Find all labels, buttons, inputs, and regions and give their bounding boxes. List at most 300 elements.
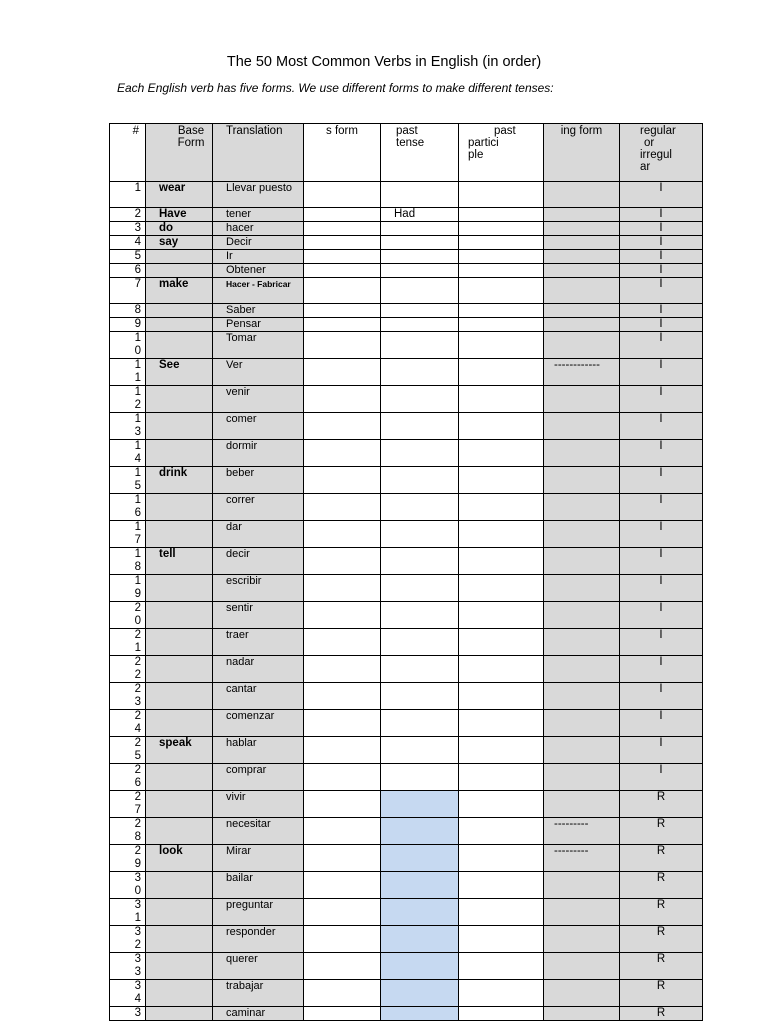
- cell-regular: [620, 872, 703, 899]
- cell-num-text: 13: [134, 413, 141, 438]
- cell-ing-form: [544, 222, 620, 236]
- cell-num: [110, 332, 146, 359]
- cell-past-participle: [459, 1007, 544, 1021]
- cell-base-form-text: make: [159, 278, 189, 290]
- cell-past-participle: [459, 494, 544, 521]
- cell-regular-text: I: [659, 182, 663, 194]
- cell-base-form: [146, 182, 213, 208]
- cell-regular: [620, 413, 703, 440]
- cell-num: [110, 872, 146, 899]
- cell-translation: [213, 656, 304, 683]
- page-subtitle: Each English verb has five forms. We use different forms to make different tenses:: [117, 81, 554, 95]
- cell-num: [110, 440, 146, 467]
- cell-translation: [213, 791, 304, 818]
- table-row: [110, 845, 703, 872]
- cell-base-form-text: drink: [159, 467, 188, 479]
- cell-translation: [213, 318, 304, 332]
- table-row: [110, 899, 703, 926]
- cell-base-form: [146, 521, 213, 548]
- cell-past-tense: [381, 182, 459, 208]
- cell-translation: [213, 926, 304, 953]
- cell-past-participle: [459, 899, 544, 926]
- cell-regular-text: I: [659, 656, 663, 668]
- cell-past-tense: [381, 548, 459, 575]
- cell-past-tense: [381, 602, 459, 629]
- cell-past-tense: [381, 304, 459, 318]
- cell-regular-text: R: [656, 818, 666, 830]
- cell-regular-text: R: [656, 872, 666, 884]
- cell-regular: [620, 683, 703, 710]
- cell-num: [110, 548, 146, 575]
- cell-translation-text: sentir: [226, 602, 253, 614]
- cell-translation-text: querer: [226, 953, 258, 965]
- cell-regular: [620, 264, 703, 278]
- table-row: [110, 318, 703, 332]
- cell-num: [110, 236, 146, 250]
- cell-num-text: 21: [134, 629, 141, 654]
- cell-translation: [213, 467, 304, 494]
- cell-num-text: 9: [134, 318, 141, 330]
- cell-translation-text: bailar: [226, 872, 253, 884]
- cell-past-participle: [459, 764, 544, 791]
- cell-translation: [213, 222, 304, 236]
- cell-translation: [213, 629, 304, 656]
- cell-base-form-text: do: [159, 222, 174, 234]
- cell-base-form-text: wear: [159, 182, 186, 194]
- cell-translation: [213, 182, 304, 208]
- header-ing-form: ing form: [544, 124, 620, 182]
- table-row: [110, 764, 703, 791]
- cell-num-text: 17: [134, 521, 141, 546]
- cell-ing-form: [544, 629, 620, 656]
- cell-s-form: [304, 332, 381, 359]
- page-title: The 50 Most Common Verbs in English (in order): [226, 54, 542, 70]
- header-s-form: s form: [304, 124, 381, 182]
- cell-base-form-text: speak: [159, 737, 192, 749]
- cell-ing-form: [544, 278, 620, 304]
- cell-translation: [213, 872, 304, 899]
- cell-ing-form: [544, 872, 620, 899]
- cell-past-tense: [381, 818, 459, 845]
- cell-translation-text: comenzar: [226, 710, 275, 722]
- cell-num: [110, 494, 146, 521]
- table-row: [110, 656, 703, 683]
- cell-regular: [620, 899, 703, 926]
- cell-translation-text: venir: [226, 386, 250, 398]
- cell-num-text: 23: [134, 683, 141, 708]
- cell-translation-text: hacer: [226, 222, 254, 234]
- cell-ing-form-text: ------------: [554, 359, 600, 371]
- cell-regular-text: I: [659, 494, 663, 506]
- header-regular-irregular: regular or irregul ar: [620, 124, 703, 182]
- cell-num: [110, 818, 146, 845]
- cell-base-form: [146, 872, 213, 899]
- cell-past-participle: [459, 318, 544, 332]
- cell-regular: [620, 250, 703, 264]
- cell-base-form: [146, 250, 213, 264]
- cell-s-form: [304, 764, 381, 791]
- cell-regular: [620, 953, 703, 980]
- cell-translation-text: traer: [226, 629, 249, 641]
- cell-translation: [213, 845, 304, 872]
- cell-base-form: [146, 386, 213, 413]
- cell-past-tense: [381, 872, 459, 899]
- cell-past-tense: [381, 222, 459, 236]
- cell-regular-text: I: [659, 208, 663, 220]
- cell-ing-form: [544, 710, 620, 737]
- cell-translation-text: hablar: [226, 737, 257, 749]
- cell-translation-text: Obtener: [226, 264, 266, 276]
- cell-num: [110, 521, 146, 548]
- cell-past-tense: [381, 845, 459, 872]
- cell-past-participle: [459, 440, 544, 467]
- cell-regular-text: I: [659, 548, 663, 560]
- cell-translation: [213, 250, 304, 264]
- cell-ing-form: [544, 683, 620, 710]
- cell-num-text: 5: [134, 250, 141, 262]
- cell-base-form: [146, 318, 213, 332]
- cell-base-form-text: say: [159, 236, 179, 248]
- cell-translation-text: Tomar: [226, 332, 257, 344]
- cell-num-text: 18: [134, 548, 141, 573]
- cell-past-participle: [459, 278, 544, 304]
- cell-base-form: [146, 629, 213, 656]
- cell-past-tense: [381, 1007, 459, 1021]
- cell-num-text: 27: [134, 791, 141, 816]
- cell-regular-text: I: [659, 629, 663, 641]
- cell-base-form: [146, 1007, 213, 1021]
- cell-s-form: [304, 737, 381, 764]
- cell-translation-text: responder: [226, 926, 276, 938]
- cell-ing-form: [544, 818, 620, 845]
- table-row: [110, 791, 703, 818]
- cell-regular: [620, 222, 703, 236]
- cell-num-text: 19: [134, 575, 141, 600]
- cell-translation-text: Ver: [226, 359, 243, 371]
- cell-past-tense: [381, 236, 459, 250]
- header-base-form: Base Form: [146, 124, 213, 182]
- table-header: [110, 124, 703, 182]
- cell-translation: [213, 359, 304, 386]
- cell-translation-text: Saber: [226, 304, 256, 316]
- cell-translation-text: Pensar: [226, 318, 261, 330]
- cell-num-text: 1: [134, 182, 141, 194]
- cell-past-participle: [459, 182, 544, 208]
- cell-past-tense: [381, 683, 459, 710]
- header-num: #: [110, 124, 146, 182]
- cell-past-tense: [381, 440, 459, 467]
- cell-regular-text: I: [659, 264, 663, 276]
- cell-past-participle: [459, 304, 544, 318]
- table-row: [110, 926, 703, 953]
- cell-s-form: [304, 208, 381, 222]
- cell-s-form: [304, 222, 381, 236]
- cell-past-tense: [381, 521, 459, 548]
- cell-past-tense: [381, 278, 459, 304]
- cell-num: [110, 264, 146, 278]
- cell-past-tense: [381, 953, 459, 980]
- cell-translation: [213, 764, 304, 791]
- cell-translation-text: Mirar: [226, 845, 252, 857]
- cell-num-text: 26: [134, 764, 141, 789]
- cell-s-form: [304, 264, 381, 278]
- cell-regular-text: R: [656, 845, 666, 857]
- cell-past-tense: [381, 737, 459, 764]
- table-row: [110, 683, 703, 710]
- cell-num-text: 8: [134, 304, 141, 316]
- cell-regular-text: I: [659, 278, 663, 290]
- cell-num: [110, 710, 146, 737]
- cell-num-text: 4: [134, 236, 141, 248]
- cell-base-form: [146, 413, 213, 440]
- cell-ing-form: [544, 182, 620, 208]
- table-row: [110, 953, 703, 980]
- cell-past-tense: [381, 386, 459, 413]
- cell-regular: [620, 926, 703, 953]
- cell-num-text: 15: [134, 467, 141, 492]
- cell-translation-text: Llevar puesto: [226, 182, 293, 194]
- cell-base-form: [146, 683, 213, 710]
- cell-regular: [620, 1007, 703, 1021]
- cell-base-form: [146, 818, 213, 845]
- cell-base-form: [146, 208, 213, 222]
- cell-num: [110, 899, 146, 926]
- cell-num: [110, 250, 146, 264]
- cell-ing-form: [544, 440, 620, 467]
- cell-past-tense-text: Had: [394, 208, 416, 220]
- cell-regular-text: I: [659, 602, 663, 614]
- cell-num: [110, 845, 146, 872]
- cell-s-form: [304, 926, 381, 953]
- cell-past-participle: [459, 250, 544, 264]
- cell-regular: [620, 710, 703, 737]
- cell-regular: [620, 818, 703, 845]
- cell-base-form: [146, 278, 213, 304]
- cell-translation-text: dar: [226, 521, 242, 533]
- cell-s-form: [304, 602, 381, 629]
- cell-regular: [620, 236, 703, 250]
- cell-num: [110, 656, 146, 683]
- cell-past-participle: [459, 980, 544, 1007]
- cell-past-tense: [381, 791, 459, 818]
- cell-ing-form: [544, 467, 620, 494]
- cell-base-form: [146, 548, 213, 575]
- table-row: [110, 304, 703, 318]
- cell-num-text: 20: [134, 602, 141, 627]
- cell-base-form: [146, 764, 213, 791]
- cell-num: [110, 926, 146, 953]
- cell-regular-text: I: [659, 359, 663, 371]
- cell-s-form: [304, 521, 381, 548]
- cell-ing-form: [544, 548, 620, 575]
- cell-num-text: 30: [134, 872, 141, 897]
- cell-past-participle: [459, 791, 544, 818]
- cell-num-text: 31: [134, 899, 141, 924]
- cell-past-tense: [381, 467, 459, 494]
- cell-past-participle: [459, 656, 544, 683]
- cell-past-tense: [381, 899, 459, 926]
- cell-translation-text: preguntar: [226, 899, 274, 911]
- cell-translation: [213, 980, 304, 1007]
- cell-translation: [213, 953, 304, 980]
- cell-ing-form: [544, 413, 620, 440]
- cell-translation-text: trabajar: [226, 980, 264, 992]
- cell-past-participle: [459, 845, 544, 872]
- cell-regular: [620, 791, 703, 818]
- cell-base-form: [146, 926, 213, 953]
- table-row: [110, 264, 703, 278]
- cell-past-participle: [459, 602, 544, 629]
- cell-s-form: [304, 440, 381, 467]
- cell-past-participle: [459, 737, 544, 764]
- cell-regular: [620, 845, 703, 872]
- cell-s-form: [304, 845, 381, 872]
- cell-past-participle: [459, 548, 544, 575]
- cell-s-form: [304, 683, 381, 710]
- cell-ing-form: [544, 764, 620, 791]
- cell-num: [110, 953, 146, 980]
- cell-num: [110, 182, 146, 208]
- cell-regular-text: I: [659, 575, 663, 587]
- cell-past-tense: [381, 764, 459, 791]
- cell-translation-text: Hacer - Fabricar: [226, 279, 291, 289]
- cell-ing-form: [544, 264, 620, 278]
- cell-regular: [620, 494, 703, 521]
- cell-base-form: [146, 264, 213, 278]
- cell-past-participle: [459, 413, 544, 440]
- cell-regular: [620, 467, 703, 494]
- cell-num-text: 7: [134, 278, 141, 290]
- cell-num-text: 3: [134, 222, 141, 234]
- cell-past-tense: [381, 250, 459, 264]
- cell-translation: [213, 575, 304, 602]
- cell-regular: [620, 208, 703, 222]
- cell-translation: [213, 818, 304, 845]
- cell-translation: [213, 602, 304, 629]
- table-row: [110, 710, 703, 737]
- cell-base-form: [146, 236, 213, 250]
- cell-translation: [213, 264, 304, 278]
- cell-num: [110, 629, 146, 656]
- cell-base-form: [146, 602, 213, 629]
- cell-translation-text: Decir: [226, 236, 252, 248]
- cell-past-participle: [459, 467, 544, 494]
- cell-base-form: [146, 791, 213, 818]
- cell-base-form: [146, 222, 213, 236]
- cell-translation-text: cantar: [226, 683, 257, 695]
- cell-past-tense: [381, 494, 459, 521]
- cell-regular: [620, 656, 703, 683]
- cell-num: [110, 602, 146, 629]
- table-row: [110, 332, 703, 359]
- cell-translation: [213, 278, 304, 304]
- cell-regular: [620, 575, 703, 602]
- table-row: [110, 980, 703, 1007]
- cell-past-tense: [381, 359, 459, 386]
- cell-base-form: [146, 845, 213, 872]
- cell-num: [110, 386, 146, 413]
- cell-ing-form: [544, 656, 620, 683]
- cell-regular-text: R: [656, 926, 666, 938]
- cell-translation: [213, 440, 304, 467]
- table-row: [110, 467, 703, 494]
- cell-regular-text: I: [659, 710, 663, 722]
- cell-past-participle: [459, 953, 544, 980]
- cell-ing-form: [544, 250, 620, 264]
- cell-base-form: [146, 953, 213, 980]
- cell-regular-text: R: [656, 791, 666, 803]
- cell-base-form: [146, 467, 213, 494]
- cell-base-form: [146, 656, 213, 683]
- cell-past-participle: [459, 222, 544, 236]
- cell-base-form: [146, 494, 213, 521]
- cell-past-tense: [381, 710, 459, 737]
- cell-num-text: 22: [134, 656, 141, 681]
- table-row: [110, 386, 703, 413]
- cell-num: [110, 359, 146, 386]
- cell-translation-text: nadar: [226, 656, 255, 668]
- cell-s-form: [304, 278, 381, 304]
- table-row: [110, 250, 703, 264]
- cell-num: [110, 764, 146, 791]
- cell-num: [110, 278, 146, 304]
- cell-translation-text: dormir: [226, 440, 258, 452]
- cell-ing-form-text: ---------: [554, 845, 589, 857]
- cell-base-form: [146, 899, 213, 926]
- cell-translation: [213, 683, 304, 710]
- cell-s-form: [304, 1007, 381, 1021]
- cell-translation-text: vivir: [226, 791, 246, 803]
- table-row: [110, 413, 703, 440]
- cell-ing-form: [544, 575, 620, 602]
- cell-s-form: [304, 359, 381, 386]
- cell-num-text: 33: [134, 953, 141, 978]
- cell-base-form: [146, 710, 213, 737]
- cell-num-text: 6: [134, 264, 141, 276]
- cell-past-tense: [381, 208, 459, 222]
- cell-num-text: 25: [134, 737, 141, 762]
- cell-base-form-text: See: [159, 359, 180, 371]
- table-row: [110, 359, 703, 386]
- cell-translation-text: beber: [226, 467, 255, 479]
- cell-s-form: [304, 386, 381, 413]
- cell-s-form: [304, 899, 381, 926]
- cell-translation: [213, 304, 304, 318]
- cell-num-text: 12: [134, 386, 141, 411]
- cell-regular-text: R: [656, 899, 666, 911]
- cell-s-form: [304, 575, 381, 602]
- cell-s-form: [304, 980, 381, 1007]
- cell-s-form: [304, 953, 381, 980]
- table-row: [110, 602, 703, 629]
- cell-base-form: [146, 304, 213, 318]
- cell-translation-text: necesitar: [226, 818, 271, 830]
- cell-past-participle: [459, 872, 544, 899]
- cell-past-participle: [459, 208, 544, 222]
- header-translation: Translation: [213, 124, 304, 182]
- cell-num-text: 34: [134, 980, 141, 1005]
- table-row: [110, 236, 703, 250]
- cell-base-form: [146, 737, 213, 764]
- cell-ing-form: [544, 791, 620, 818]
- table-row: [110, 872, 703, 899]
- cell-num: [110, 222, 146, 236]
- cell-regular: [620, 764, 703, 791]
- cell-ing-form: [544, 926, 620, 953]
- cell-num: [110, 208, 146, 222]
- cell-s-form: [304, 182, 381, 208]
- cell-past-participle: [459, 575, 544, 602]
